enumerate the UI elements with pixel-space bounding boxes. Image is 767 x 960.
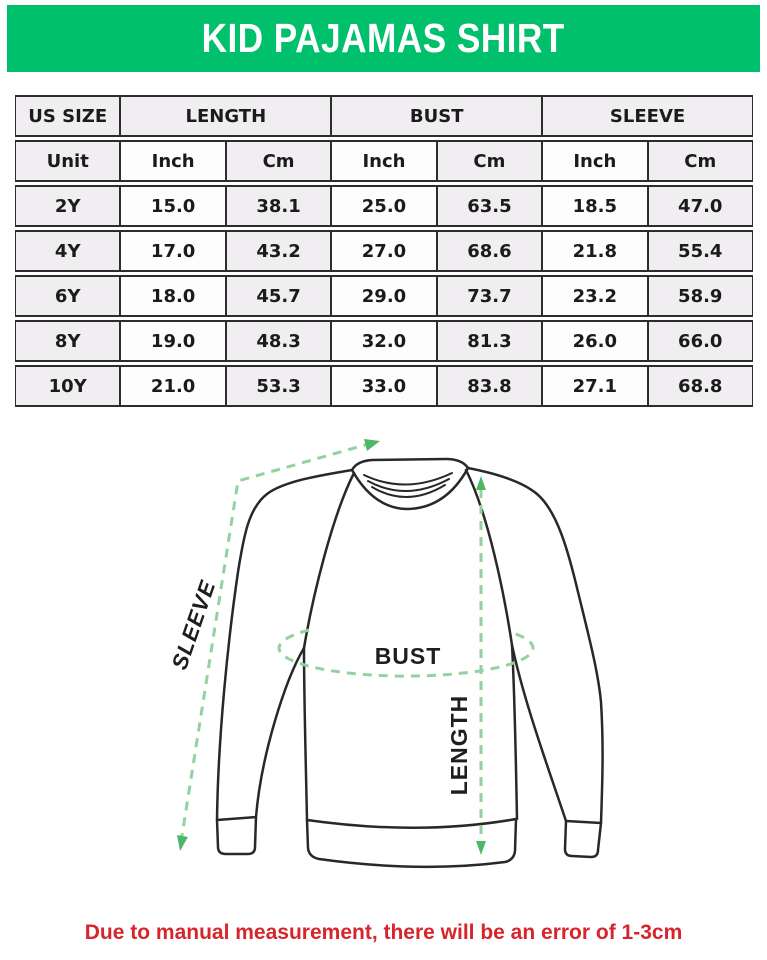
value-cell: 68.6 [437, 230, 542, 272]
value-cell: 83.8 [437, 365, 542, 407]
value-cell: 58.9 [648, 275, 753, 317]
unit-header-row [15, 140, 753, 182]
value-cell: 81.3 [437, 320, 542, 362]
sleeve-measure-line [181, 443, 372, 842]
unit-header: Inch [120, 140, 225, 182]
value-cell: 43.2 [226, 230, 331, 272]
table-row-2y [15, 185, 753, 227]
page-title: KID PAJAMAS SHIRT [201, 15, 566, 61]
value-cell: 19.0 [120, 320, 225, 362]
size-cell: 6Y [15, 275, 120, 317]
value-cell: 68.8 [648, 365, 753, 407]
length-label: LENGTH [446, 694, 472, 796]
value-cell: 21.8 [542, 230, 647, 272]
value-cell: 38.1 [226, 185, 331, 227]
value-cell: 45.7 [226, 275, 331, 317]
group-header-row [15, 95, 753, 137]
unit-header: Cm [437, 140, 542, 182]
group-header-bust: BUST [331, 95, 542, 137]
unit-header: Cm [648, 140, 753, 182]
table-row-8y [15, 320, 753, 362]
bust-label: BUST [374, 643, 442, 669]
garment-diagram [0, 418, 767, 890]
value-cell: 17.0 [120, 230, 225, 272]
group-header-us-size: US SIZE [15, 95, 120, 137]
length-arrowhead-top [476, 476, 486, 490]
value-cell: 29.0 [331, 275, 436, 317]
size-cell: 8Y [15, 320, 120, 362]
value-cell: 63.5 [437, 185, 542, 227]
table-row-6y [15, 275, 753, 317]
value-cell: 23.2 [542, 275, 647, 317]
disclaimer-text: Due to manual measurement, there will be an error of 1-3cm [84, 921, 683, 944]
value-cell: 55.4 [648, 230, 753, 272]
value-cell: 66.0 [648, 320, 753, 362]
value-cell: 33.0 [331, 365, 436, 407]
value-cell: 15.0 [120, 185, 225, 227]
table-row-4y [15, 230, 753, 272]
unit-header: Unit [15, 140, 120, 182]
size-cell: 2Y [15, 185, 120, 227]
group-header-sleeve: SLEEVE [542, 95, 753, 137]
size-cell: 4Y [15, 230, 120, 272]
value-cell: 18.5 [542, 185, 647, 227]
size-table [15, 92, 753, 410]
value-cell: 21.0 [120, 365, 225, 407]
value-cell: 47.0 [648, 185, 753, 227]
length-arrowhead-bottom [476, 841, 486, 855]
unit-header: Inch [331, 140, 436, 182]
value-cell: 18.0 [120, 275, 225, 317]
size-cell: 10Y [15, 365, 120, 407]
value-cell: 73.7 [437, 275, 542, 317]
sleeve-arrowhead-bottom [177, 835, 188, 851]
sleeve-arrowhead-top [364, 439, 380, 451]
value-cell: 26.0 [542, 320, 647, 362]
value-cell: 53.3 [226, 365, 331, 407]
value-cell: 32.0 [331, 320, 436, 362]
value-cell: 48.3 [226, 320, 331, 362]
table-row-10y [15, 365, 753, 407]
unit-header: Cm [226, 140, 331, 182]
value-cell: 27.1 [542, 365, 647, 407]
value-cell: 25.0 [331, 185, 436, 227]
title-banner [7, 5, 760, 72]
sleeve-label: SLEEVE [166, 576, 221, 673]
unit-header: Inch [542, 140, 647, 182]
value-cell: 27.0 [331, 230, 436, 272]
group-header-length: LENGTH [120, 95, 331, 137]
